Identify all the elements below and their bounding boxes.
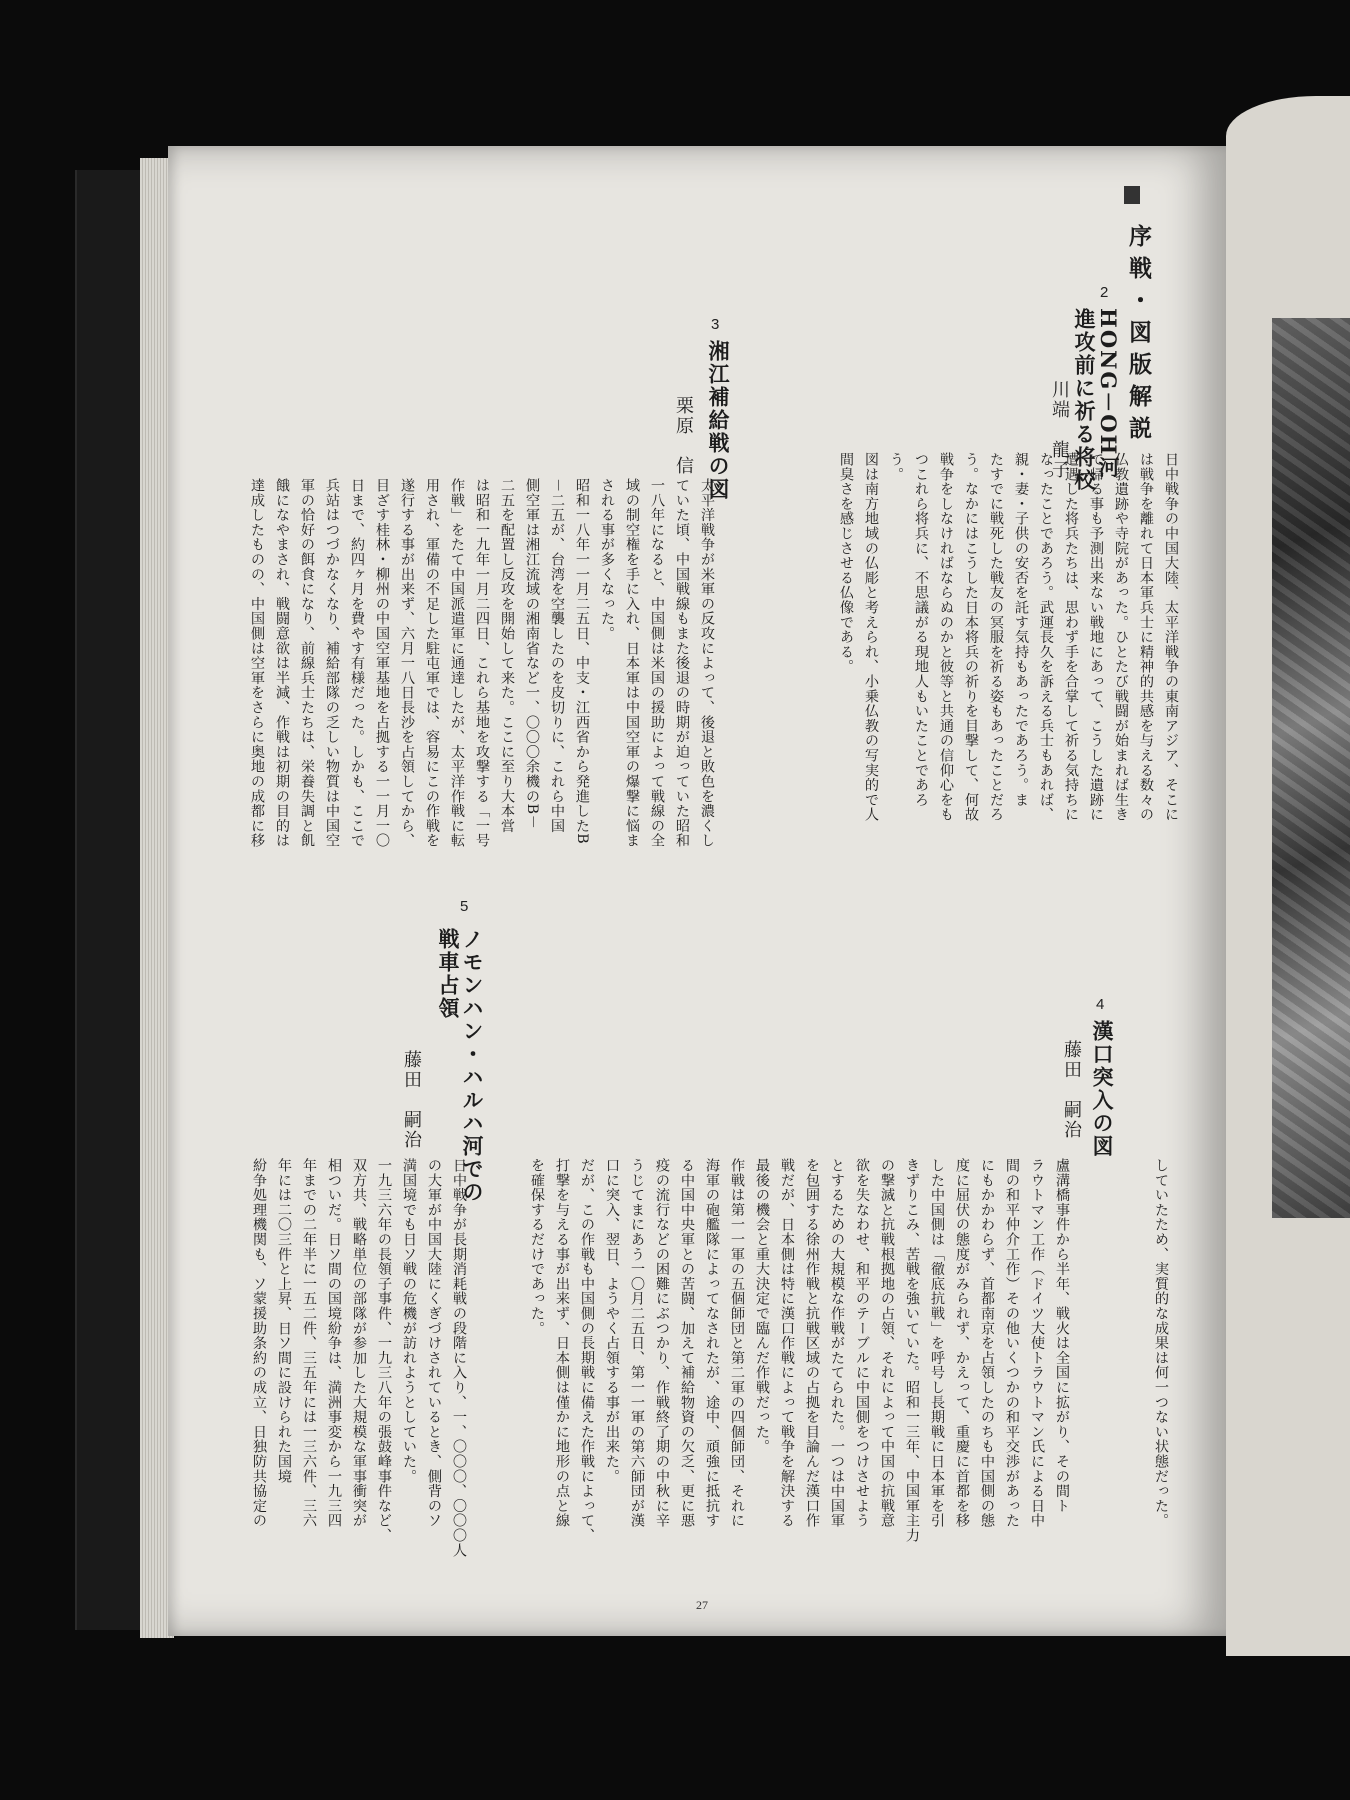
- section-2-author: 川端 龍子: [1049, 380, 1070, 480]
- section-2-number: 2: [1100, 284, 1109, 301]
- page-heading: 序戦・図版解説: [1125, 224, 1152, 448]
- page-number: 27: [696, 1598, 708, 1612]
- section-4-body: 盧溝橋事件から半年、戦火は全国に拡がり、その間ト ラウトマン工作（ドイツ大使トラウトマン氏による日中 間の和平仲介工作）その他いくつかの和平交渉があった にもかかわらず、首都南京を占領したのちも中国側の態 度に屈伏の態度がみられず、かえって、重慶に首都を移 した中国側は「徹底抗戦」を呼号し長期戦に日本軍を引 きずりこみ、苦戦を強いていた。昭和一三年、中国軍主力 の撃滅と抗戦根拠地の占領、それによって中国の抗戦意 欲を失なわせ、和平のテーブルに中国側をつけさせよう とするための大規模な作戦がたてられた。一つは中国軍 を包囲する徐州作戦と抗戦区域の占拠を目論んだ漢口作 戦だが、日本側は特に漢口作戦によって戦争を解決する 最後の機会と重大決定で臨んだ作戦だった。 作戦は第一一軍の五個師団と第二軍の四個師団、それに 海軍の砲艦隊によってなされたが、途中、頑強に抵抗す る中国中央軍との苦闘、加えて補給物資の欠乏、更に悪 疫の流行などの困難にぶつかり、作戦終了期の中秋に辛 うじてまにあう一〇月二五日、第一一軍の第六師団が漢 口に突入、翌日、ようやく占領する事が出来た。 だが、この作戦も中国側の長期戦に備えた作戦によって、 打撃を与える事が出来ず、日本側は僅かに地形の点と線 を確保するだけであった。: [529, 1158, 1070, 1543]
- section-2-title: HONG－OH河 進攻前に祈る将校: [1072, 308, 1121, 492]
- facing-page-photo: [1272, 318, 1350, 1218]
- section-4-body-continuation: していたため、実質的な成果は何一つない状態だった。: [1153, 1158, 1169, 1528]
- section-3-number: 3: [711, 316, 720, 333]
- section-3-body: 太平洋戦争が米軍の反攻によって、後退と敗色を濃くし ていた頃、中国戦線もまた後退の時期が迫っていた昭和 一八年になると、中国側は米国の援助によって戦線の全 域の制空権を手に入れ、日本軍は中国空軍の爆撃に悩ま される事が多くなった。 昭和一八年一一月二五日、中支・江西省から発進したB －二五が、台湾を空襲したのを皮切りに、これら中国 側空軍は湘江流域の湘南省など一、〇〇〇余機のB－ 二五を配置し反攻を開始して来た。ここに至り大本営 は昭和一九年一月二四日、これら基地を攻撃する「一号 作戦」をたて中国派遣軍に通達したが、太平洋作戦に転 用され、軍備の不足した駐屯軍では、容易にこの作戦を 遂行する事が出来ず、六月一八日長沙を占領してから、 目ざす桂林・柳州の中国空軍基地を占拠する一一月一〇 日まで、約四ヶ月を費やす有様だった。しかも、ここで 兵站はつづかなくなり、補給部隊の乏しい物質は中国空 軍の恰好の餌食になり、前線兵士たちは、栄養失調と飢 餓になやまされ、戦闘意欲は半減、作戦は初期の目的は 達成したものの、中国側は空軍をさらに奥地の成都に移: [249, 478, 715, 848]
- black-square-bullet-icon: [1124, 186, 1140, 204]
- section-4-number: 4: [1096, 996, 1105, 1013]
- section-4-title: 漢口突入の図: [1090, 1020, 1115, 1158]
- section-2-body: 日中戦争の中国大陸、太平洋戦争の東南アジア、そこに は戦争を離れて日本軍兵士に精神的共感を与える数々の 仏教遺跡や寺院があった。ひとたび戦闘が始まれば生き て帰る事も予測出来ない戦地にあって、こうした遺跡に 遭遇した将兵たちは、思わず手を合掌して祈る気持ちに なったことであろう。武運長久を訴える兵士もあれば、 親・妻・子供の安否を託す気持もあったであろう。ま たすでに戦死した戦友の冥服を祈る姿もあったことだろ う。なかにはこうした日本将兵の祈りを目撃して、何故 戦争をしなければならぬのかと彼等と共通の信仰心をも つこれら将兵に、不思議がる現地人もいたことであろ う。 図は南方地域の仏彫と考えられ、小乗仏教の写実的で人 間臭さを感じさせる仏像である。: [838, 452, 1179, 822]
- section-3-title: 湘江補給戦の図: [706, 340, 731, 501]
- section-5-title: ノモンハン・ハルハ河での 戦車占領: [436, 928, 485, 1204]
- section-5-author: 藤田 嗣治: [401, 1050, 422, 1150]
- section-4-author: 藤田 嗣治: [1061, 1040, 1082, 1140]
- section-3-author: 栗原 信: [673, 396, 694, 476]
- section-5-number: 5: [460, 898, 469, 915]
- section-5-body: 日中戦争が長期消耗戦の段階に入り、一、〇〇〇、〇〇〇人 の大軍が中国大陸にくぎづけされているとき、側背のソ 満国境でも日ソ戦の危機が訪れようとしていた。 一九三六年の長領子事件、一九三八年の張鼓峰事件など、 双方共、戦略単位の部隊が参加した大規模な軍事衝突が 相ついだ。日ソ間の国境紛争は、満洲事変から一九三四 年までの二年半に一五二件、三五年には一三六件、三六 年には二〇三件と上昇、日ソ間に設けられた国境 紛争処理機関も、ソ蒙援助条約の成立、日独防共協定の: [251, 1158, 467, 1558]
